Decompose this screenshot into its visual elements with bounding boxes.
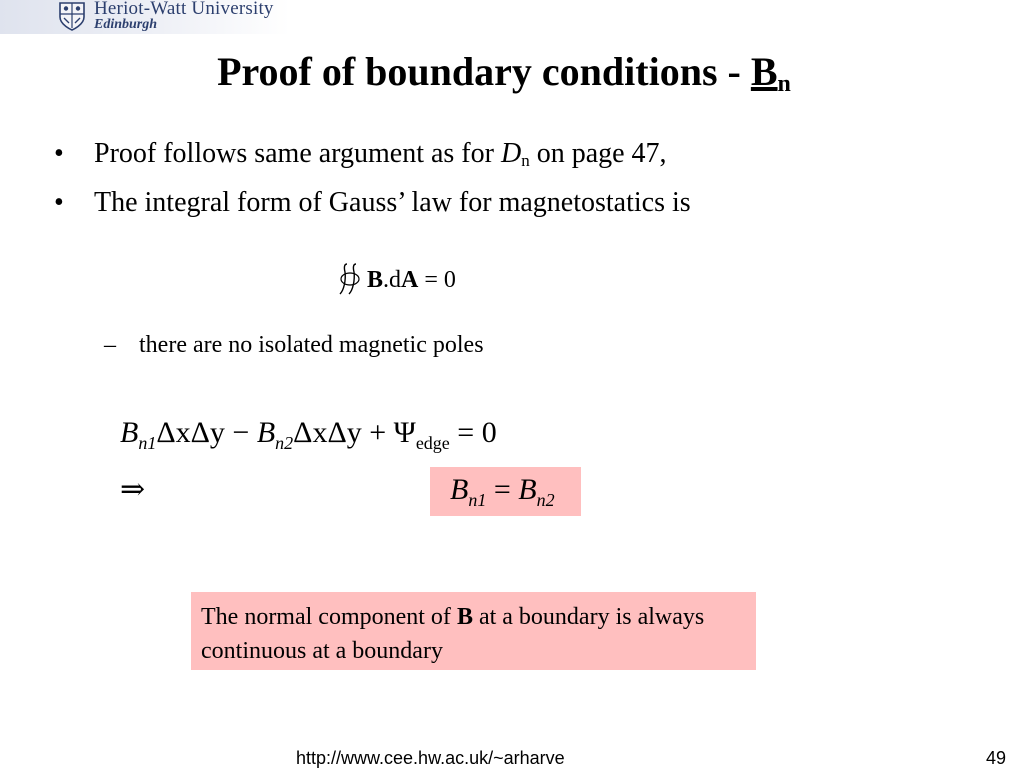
gauss-law-equation: B.dA = 0 [338,262,456,296]
title-text: Proof of boundary conditions - [217,49,751,94]
surface-integral-icon [338,262,364,296]
slide-title [0,48,1008,98]
university-name: Heriot-Watt University [94,0,274,19]
conclusion-note: The normal component of B at a boundary is always continuous at a boundary [191,592,756,670]
title-subscript: n [777,71,791,97]
note-b-symbol: B [456,604,473,630]
footer-url[interactable]: http://www.cee.hw.ac.uk/~arharve [296,748,565,768]
bullet-item: • The integral form of Gauss’ law for magnetostatics is [54,187,691,218]
flux-equation: $B_{n1}\Delta x\Delta y - B_{n2}\Delta x\Delta y + \Psi_{edge} = 0$ [120,416,497,453]
title-symbol: $B_n$ [750,49,791,97]
sub-bullet-item: – there are no isolated magnetic poles [104,332,484,358]
d-symbol: D [500,138,522,169]
implies-symbol: ⇒ [120,473,146,506]
d-subscript: n [521,151,530,170]
result-equation-box: $B_{n1} = B_{n2}$ [430,467,581,516]
page-number: 49 [986,748,1007,768]
bullet-marker: • [54,187,64,218]
bullet-item: • Proof follows same argument as for $D_n$ on page 47, [54,138,667,170]
bullet-marker: • [54,138,64,169]
crest-icon [58,1,86,31]
university-logo [0,0,290,34]
university-campus: Edinburgh [94,17,158,32]
sub-bullet-marker: – [104,332,116,358]
